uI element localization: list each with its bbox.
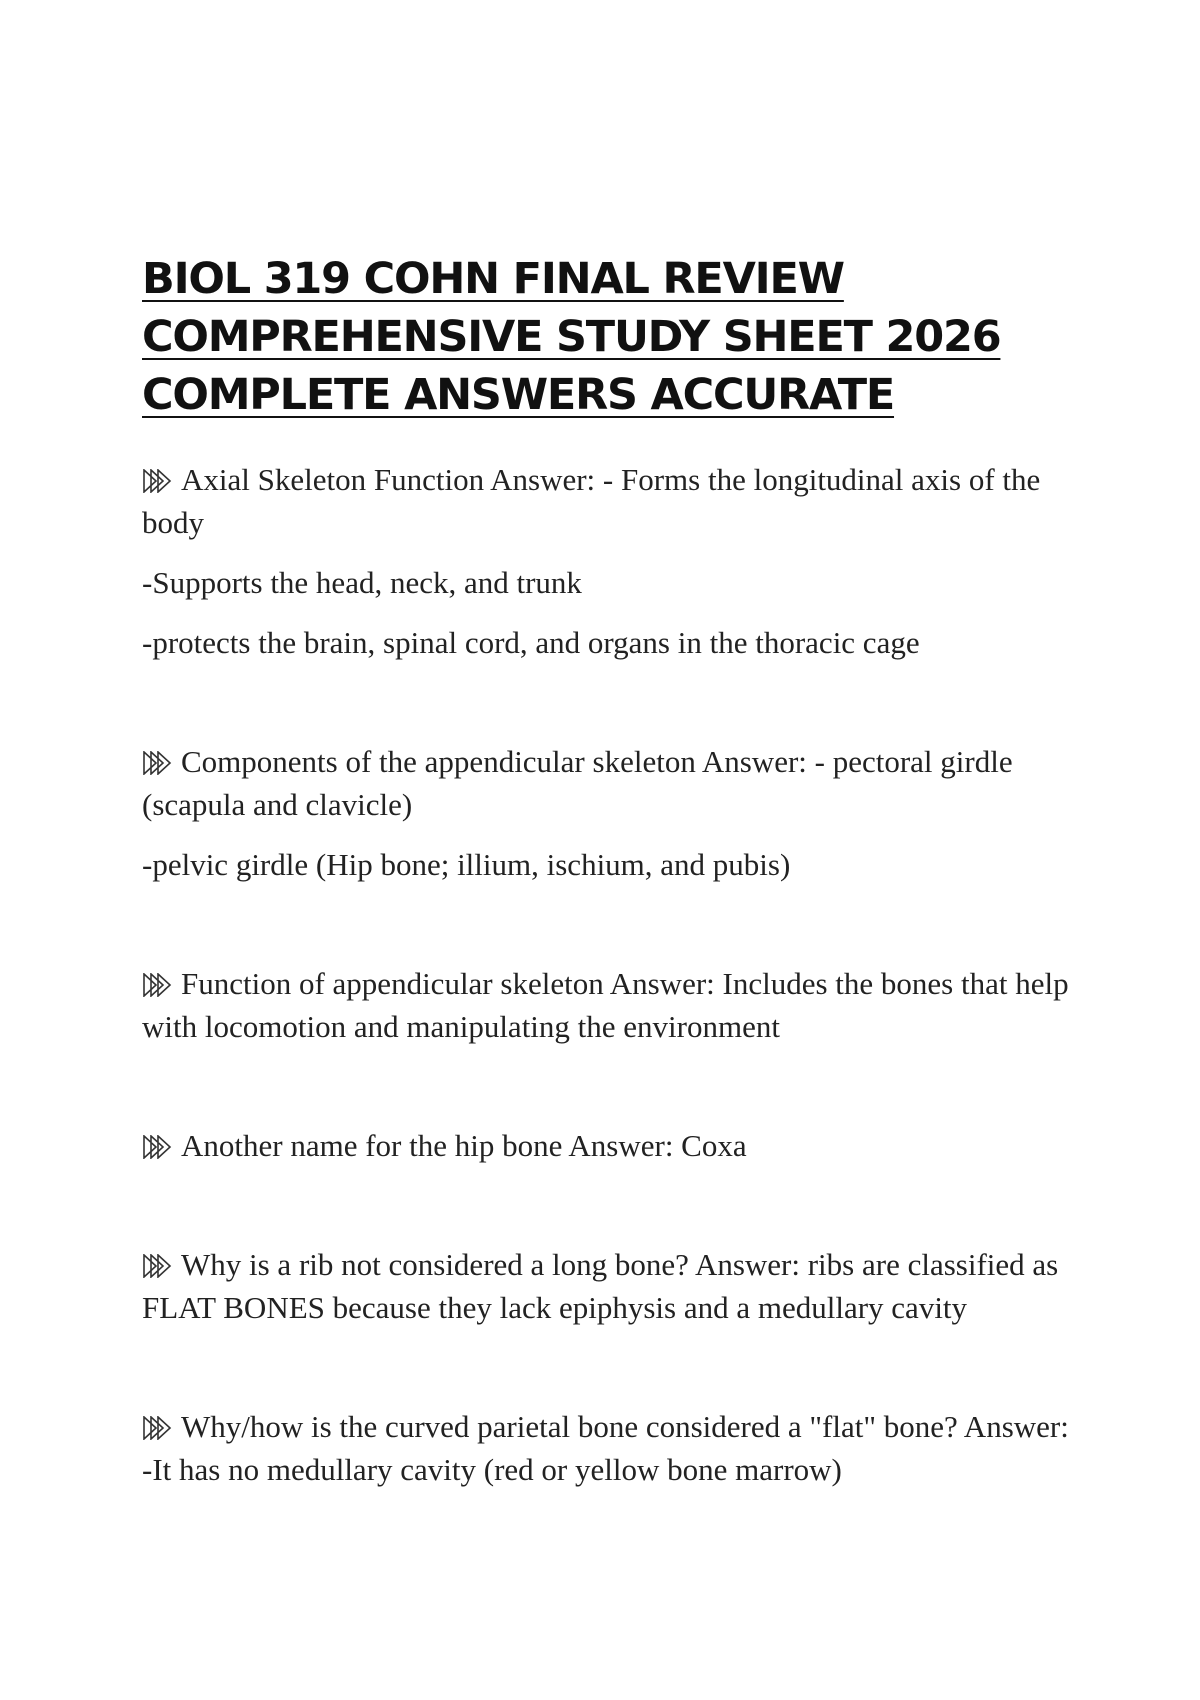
triple-chevron-arrow-icon: [142, 1254, 173, 1278]
entry-spacer: [142, 1065, 1082, 1124]
qa-text: Why is a rib not considered a long bone? Answer: ribs are classified as FLAT BONES because they lack epiphysis and a medullary cavity: [142, 1247, 1059, 1325]
qa-text: Components of the appendicular skeleton Answer: - pectoral girdle (scapula and clavicle): [142, 744, 1013, 822]
qa-entry-question: [142, 740, 1082, 826]
qa-entry-question: [142, 1243, 1082, 1329]
triple-chevron-arrow-icon: [142, 751, 173, 775]
triple-chevron-arrow-icon: [142, 1416, 173, 1440]
qa-text: Another name for the hip bone Answer: Coxa: [181, 1128, 747, 1163]
entry-spacer: [142, 1346, 1082, 1405]
qa-entry-line: -protects the brain, spinal cord, and organs in the thoracic cage: [142, 625, 920, 660]
qa-text: Why/how is the curved parietal bone considered a "flat" bone? Answer: -It has no medullary cavity (red or yellow bone marrow): [142, 1409, 1069, 1487]
qa-text: Axial Skeleton Function Answer: - Forms the longitudinal axis of the body: [142, 462, 1041, 540]
qa-entry-line: -pelvic girdle (Hip bone; illium, ischium, and pubis): [142, 847, 791, 882]
title-line-1: BIOL 319 COHN FINAL REVIEW: [142, 254, 844, 304]
qa-entry-question: [142, 1124, 1082, 1167]
qa-entry-question: [142, 458, 1082, 544]
triple-chevron-arrow-icon: [142, 973, 173, 997]
qa-entry-question: [142, 1405, 1082, 1491]
qa-entry-question: [142, 962, 1082, 1048]
entry-spacer: [142, 1184, 1082, 1243]
triple-chevron-arrow-icon: [142, 1135, 173, 1159]
title-line-2: COMPREHENSIVE STUDY SHEET 2026: [142, 312, 1001, 362]
triple-chevron-arrow-icon: [142, 469, 173, 493]
document-page: [142, 250, 1082, 1508]
question-answer-list: [142, 458, 1082, 1491]
document-title: [142, 250, 1082, 424]
qa-text: Function of appendicular skeleton Answer: Includes the bones that help with locomotion and manipulating the environment: [142, 966, 1069, 1044]
entry-spacer: [142, 681, 1082, 740]
title-line-3: COMPLETE ANSWERS ACCURATE: [142, 370, 895, 420]
entry-spacer: [142, 903, 1082, 962]
qa-entry-line: -Supports the head, neck, and trunk: [142, 565, 582, 600]
